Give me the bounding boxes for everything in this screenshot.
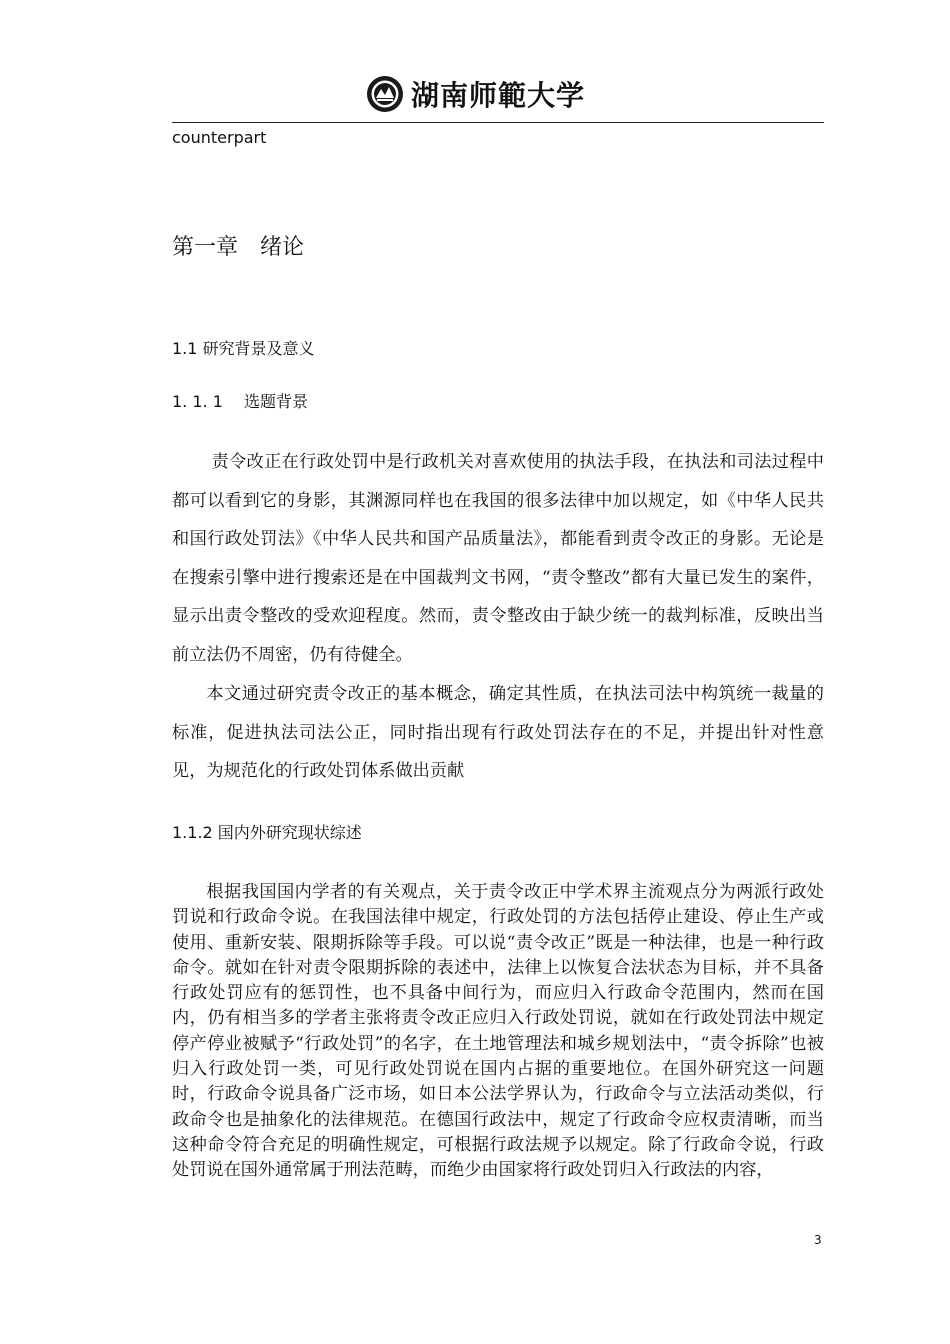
section-heading-1-1-2: 1.1.2 国内外研究现状综述 — [172, 823, 362, 842]
chapter-title — [172, 230, 304, 261]
chapter-number: 第一章 — [172, 235, 239, 260]
university-logo — [0, 74, 950, 118]
body-paragraph: 根据我国国内学者的有关观点，关于责令改正中学术界主流观点分为两派行政处罚说和行政命令说。在我国法律中规定，行政处罚的方法包括停止建设、停止生产或使用、重新安装、限期拆除等手段。可以说“责令改正”既是一种法律，也是一种行政命令。就如在针对责令限期拆除的表述中，法律上以恢复合法状态为目标，并不具备行政处罚应有的惩罚性，也不具备中间行为，而应归入行政命令范围内，然而在国内，仍有相当多的学者主张将责令改正应归入行政处罚说，就如在行政处罚法中规定停产停业被赋予“行政处罚”的名字，在土地管理法和城乡规划法中，“责令拆除”也被归入行政处罚一类，可见行政处罚说在国内占据的重要地位。在国外研究这一问题时，行政命令说具备广泛市场，如日本公法学界认为，行政命令与立法活动类似，行政命令也是抽象化的法律规范。在德国行政法中，规定了行政命令应权责清晰，而当这种命令符合充足的明确性规定，可根据行政法规予以规定。除了行政命令说，行政处罚说在国外通常属于刑法范畴，而绝少由国家将行政处罚归入行政法的内容， — [172, 882, 824, 1181]
university-name-logo: 湖南师範大学 — [410, 79, 585, 112]
chapter-name: 绪论 — [260, 235, 305, 260]
body-paragraph: 本文通过研究责令改正的基本概念，确定其性质，在执法司法中构筑统一裁量的标准，促进执法司法公正，同时指出现有行政处罚法存在的不足，并提出针对性意见，为规范化的行政处罚体系做出贡献 — [172, 684, 824, 781]
body-paragraph: 责令改正在行政处罚中是行政机关对喜欢使用的执法手段，在执法和司法过程中都可以看到它的身影，其渊源同样也在我国的很多法律中加以规定，如《中华人民共和国行政处罚法》《中华人民共和国产品质量法》，都能看到责令改正的身影。无论是在搜索引擎中进行搜索还是在中国裁判文书网，“责令整改”都有大量已发生的案件，显示出责令整改的受欢迎程度。然而，责令整改由于缺少统一的裁判标准，反映出当前立法仍不周密，仍有待健全。 — [172, 452, 824, 665]
section-heading-1-1: 1.1 研究背景及意义 — [172, 339, 315, 358]
section-heading-1-1-1: 1. 1. 1 选题背景 — [172, 392, 308, 411]
page-number: 3 — [814, 1233, 822, 1247]
header-rule — [172, 122, 824, 123]
carryover-fragment: counterpart — [172, 128, 267, 147]
university-seal-icon — [365, 74, 405, 114]
